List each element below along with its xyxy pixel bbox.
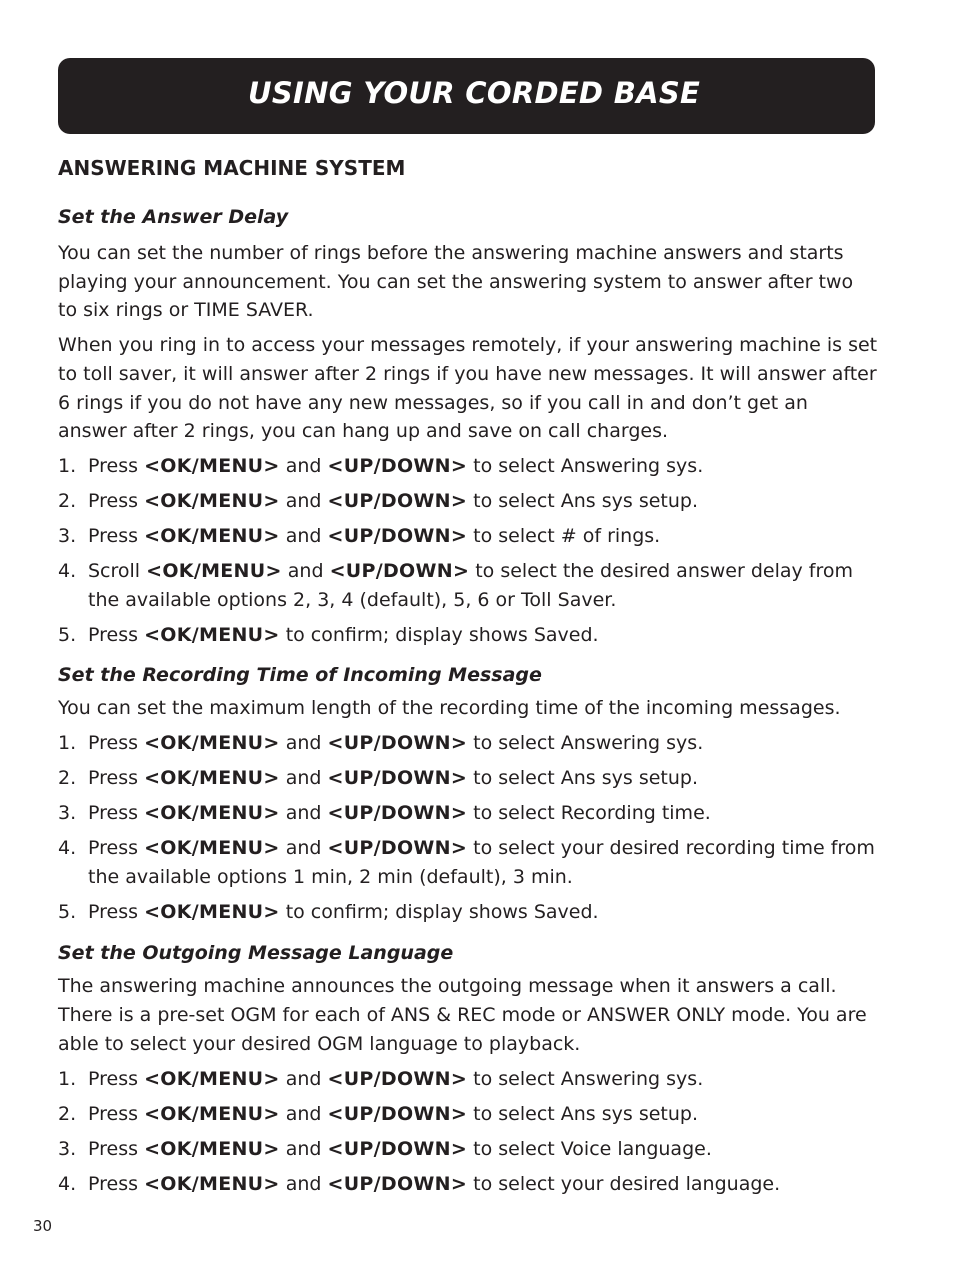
step-text: to select the desired answer delay from the available options 2, 3, 4 (default), 5, 6 or Toll Saver. xyxy=(88,559,854,611)
step-number: 1. xyxy=(58,1067,77,1090)
list-item xyxy=(58,452,878,481)
step-verb: Press xyxy=(88,623,139,646)
header-banner xyxy=(58,58,875,134)
step-and: and xyxy=(285,767,322,790)
key-ok-menu: <OK/MENU> xyxy=(144,489,280,512)
answer-delay-steps xyxy=(58,452,878,649)
list-item xyxy=(58,621,878,650)
key-up-down: <UP/DOWN> xyxy=(327,767,468,790)
step-verb: Press xyxy=(88,1067,139,1090)
step-number: 3. xyxy=(58,802,77,825)
subsection-title-recording-time: Set the Recording Time of Incoming Message xyxy=(58,664,542,687)
key-up-down: <UP/DOWN> xyxy=(327,837,468,860)
key-up-down: <UP/DOWN> xyxy=(327,1067,468,1090)
step-number: 5. xyxy=(58,900,77,923)
list-item xyxy=(58,764,878,793)
key-ok-menu: <OK/MENU> xyxy=(144,732,280,755)
step-number: 1. xyxy=(58,454,77,477)
key-up-down: <UP/DOWN> xyxy=(327,802,468,825)
step-verb: Press xyxy=(88,524,139,547)
step-verb: Press xyxy=(88,454,139,477)
step-text: to select Voice language. xyxy=(473,1137,712,1160)
subsection-title-answer-delay: Set the Answer Delay xyxy=(58,206,289,228)
key-ok-menu: <OK/MENU> xyxy=(144,767,280,790)
step-and: and xyxy=(285,1067,322,1090)
outgoing-language-steps xyxy=(58,1065,878,1199)
step-text: to confirm; display shows Saved. xyxy=(285,623,599,646)
key-up-down: <UP/DOWN> xyxy=(327,489,468,512)
key-ok-menu: <OK/MENU> xyxy=(144,1172,280,1195)
key-up-down: <UP/DOWN> xyxy=(329,559,470,582)
step-text: to select Ans sys setup. xyxy=(473,1102,699,1125)
key-ok-menu: <OK/MENU> xyxy=(144,1102,280,1125)
list-item xyxy=(58,1100,878,1129)
step-and: and xyxy=(285,524,322,547)
step-and: and xyxy=(285,802,322,825)
key-ok-menu: <OK/MENU> xyxy=(146,559,282,582)
step-number: 3. xyxy=(58,524,77,547)
key-ok-menu: <OK/MENU> xyxy=(144,802,280,825)
step-verb: Press xyxy=(88,1102,139,1125)
step-and: and xyxy=(285,1172,322,1195)
step-text: to select Answering sys. xyxy=(473,732,704,755)
key-ok-menu: <OK/MENU> xyxy=(144,900,280,923)
outgoing-language-intro: The answering machine announces the outgoing message when it answers a call. There is a pre-set OGM for each of ANS & REC mode or ANSWER ONLY mode. You are able to select your desired OGM language to playback. xyxy=(58,975,867,1055)
recording-time-intro: You can set the maximum length of the recording time of the incoming messages. xyxy=(58,697,841,720)
step-and: and xyxy=(285,1102,322,1125)
key-up-down: <UP/DOWN> xyxy=(327,1137,468,1160)
step-text: to select Ans sys setup. xyxy=(473,489,699,512)
step-text: to select your desired recording time from the available options 1 min, 2 min (default), 3 min. xyxy=(88,837,875,888)
list-item xyxy=(58,557,878,614)
step-number: 3. xyxy=(58,1137,77,1160)
step-and: and xyxy=(285,732,322,755)
page-number: 30 xyxy=(33,1217,53,1235)
recording-time-steps xyxy=(58,729,878,926)
page-content xyxy=(58,153,878,1205)
key-up-down: <UP/DOWN> xyxy=(327,454,468,477)
list-item xyxy=(58,729,878,758)
step-text: to select # of rings. xyxy=(473,524,661,547)
list-item xyxy=(58,1135,878,1164)
key-ok-menu: <OK/MENU> xyxy=(144,1067,280,1090)
list-item xyxy=(58,487,878,516)
step-and: and xyxy=(285,837,322,860)
key-up-down: <UP/DOWN> xyxy=(327,732,468,755)
answer-delay-intro: You can set the number of rings before the answering machine answers and starts playing your announcement. You can set the answering system to answer after two to six rings or TIME SAVER. xyxy=(58,242,854,322)
page-title: USING YOUR CORDED BASE xyxy=(248,76,701,110)
list-item xyxy=(58,1170,878,1199)
step-text: to select Answering sys. xyxy=(473,1067,704,1090)
step-and: and xyxy=(285,1137,322,1160)
section-title: ANSWERING MACHINE SYSTEM xyxy=(58,156,406,180)
step-number: 4. xyxy=(58,837,77,860)
key-up-down: <UP/DOWN> xyxy=(327,1172,468,1195)
subsection-title-outgoing-language: Set the Outgoing Message Language xyxy=(58,942,454,965)
step-verb: Press xyxy=(88,802,139,825)
key-ok-menu: <OK/MENU> xyxy=(144,454,280,477)
step-text: to select Recording time. xyxy=(473,802,711,825)
step-number: 2. xyxy=(58,489,77,512)
step-number: 2. xyxy=(58,1102,77,1125)
key-ok-menu: <OK/MENU> xyxy=(144,1137,280,1160)
answer-delay-remote-note: When you ring in to access your messages remotely, if your answering machine is set to toll saver, it will answer after 2 rings if you have new messages. It will answer after 6 rings if you do not have any new messages, so if you call in and don’t get an answer after 2 rings, you can hang up and save on call charges. xyxy=(58,334,878,443)
list-item xyxy=(58,799,878,828)
list-item xyxy=(58,522,878,551)
list-item xyxy=(58,898,878,927)
step-and: and xyxy=(287,559,324,582)
key-ok-menu: <OK/MENU> xyxy=(144,524,280,547)
step-verb: Press xyxy=(88,1137,139,1160)
step-number: 1. xyxy=(58,732,77,755)
step-and: and xyxy=(285,454,322,477)
step-verb: Press xyxy=(88,732,139,755)
step-text: to select Answering sys. xyxy=(473,454,704,477)
list-item xyxy=(58,1065,878,1094)
step-number: 4. xyxy=(58,1172,77,1195)
key-up-down: <UP/DOWN> xyxy=(327,524,468,547)
step-verb: Press xyxy=(88,1172,139,1195)
step-verb: Press xyxy=(88,837,139,860)
step-verb: Scroll xyxy=(88,559,141,582)
key-ok-menu: <OK/MENU> xyxy=(144,837,280,860)
step-number: 5. xyxy=(58,623,77,646)
key-up-down: <UP/DOWN> xyxy=(327,1102,468,1125)
step-number: 4. xyxy=(58,559,77,582)
list-item xyxy=(58,834,878,891)
step-text: to select your desired language. xyxy=(473,1172,781,1195)
step-number: 2. xyxy=(58,767,77,790)
step-verb: Press xyxy=(88,900,139,923)
step-text: to confirm; display shows Saved. xyxy=(285,900,599,923)
step-text: to select Ans sys setup. xyxy=(473,767,699,790)
step-and: and xyxy=(285,489,322,512)
step-verb: Press xyxy=(88,767,139,790)
step-verb: Press xyxy=(88,489,139,512)
key-ok-menu: <OK/MENU> xyxy=(144,623,280,646)
